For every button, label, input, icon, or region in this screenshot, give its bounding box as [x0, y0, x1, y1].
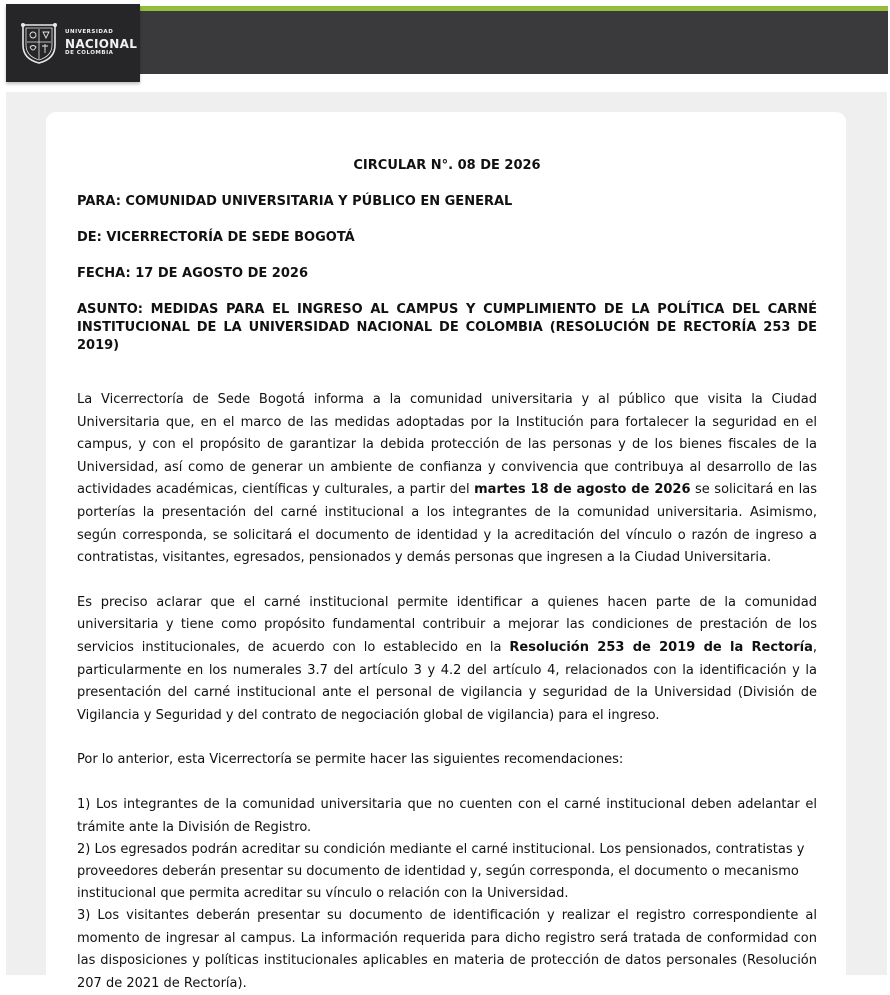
logo-wordmark — [65, 30, 137, 56]
sender-line: DE: VICERRECTORÍA DE SEDE BOGOTÁ — [77, 230, 355, 245]
subject-line: ASUNTO: MEDIDAS PARA EL INGRESO AL CAMPUS Y CUMPLIMIENTO DE LA POLÍTICA DEL CARNÉ INSTITUCIONAL DE LA UNIVERSIDAD NACIONAL DE COLOMBIA (RESOLUCIÓN DE RECTORÍA 253 DE 2019) — [77, 302, 817, 353]
recommendation-1: 1) Los integrantes de la comunidad universitaria que no cuenten con el carné institucional deben adelantar el trámite ante la División de Registro. — [77, 796, 817, 835]
paragraph-carne-text-a: Es preciso aclarar que el carné institucional permite identificar a quienes hacen parte de la comunidad universitaria y tiene como propósito fundamental contribuir a mejorar las condiciones de prestación de los servicios institucionales, de acuerdo con lo establecido en la — [77, 594, 817, 655]
logo-line-1: UNIVERSIDAD — [65, 29, 114, 35]
circular-title: CIRCULAR N°. 08 DE 2026 — [353, 158, 541, 173]
paragraph-intro-text-a: La Vicerrectoría de Sede Bogotá informa a la comunidad universitaria y al público que visita la Ciudad Universitaria que, en el marco de las medidas adoptadas por la Institución para fortalecer la seguridad en el campus, y con el propósito de garantizar la debida protección de las personas y de los bienes fiscales de la Universidad, así como de generar un ambiente de confianza y convivencia que contribuya al desarrollo de las actividades académicas, científicas y culturales, a partir del — [77, 392, 817, 498]
recipient-line: PARA: COMUNIDAD UNIVERSITARIA Y PÚBLICO EN GENERAL — [77, 194, 513, 209]
logo-line-3: DE COLOMBIA — [65, 49, 114, 56]
logo-line-2: NACIONAL — [65, 36, 138, 51]
circular-document — [77, 156, 817, 995]
recommendation-2: 2) Los egresados podrán acreditar su condición mediante el carné institucional. Los pensionados, contratistas y proveedores deberán presentar su documento de identidad y, según corresponda, el documento o mecanismo institucional que permita acreditar su vínculo o relación con la Universidad. — [77, 842, 805, 902]
paragraph-intro-text-b: se solicitará en las porterías la presentación del carné institucional a los integrantes de la comunidad universitaria. Asimismo, según corresponda, se solicitará el documento de identidad y la acreditación del vínculo o razón de ingreso a contratistas, visitantes, egresados, pensionados y demás personas que ingresen a la Ciudad Universitaria. — [77, 482, 817, 566]
recommendation-3: 3) Los visitantes deberán presentar su documento de identificación y realizar el registro correspondiente al momento de ingresar al campus. La información requerida para dicho registro será tratada de conformidad con las disposiciones y políticas institucionales aplicables en materia de protección de datos personales (Resolución 207 de 2021 de Rectoría). — [77, 908, 817, 991]
paragraph-carne — [77, 592, 817, 728]
paragraph-carne-text-b: , particularmente en los numerales 3.7 del artículo 3 y 4.2 del artículo 4, relacionados con la identificación y la presentación del carné institucional ante el personal de vigilancia y seguridad de la Universidad (División de Vigilancia y Seguridad y del contrato de negociación global de vigilancia) para el ingreso. — [77, 639, 817, 723]
university-logo[interactable] — [6, 4, 140, 82]
date-line: FECHA: 17 DE AGOSTO DE 2026 — [77, 266, 308, 281]
paragraph-recommendations-intro: Por lo anterior, esta Vicerrectoría se permite hacer las siguientes recomendaciones: — [77, 752, 624, 768]
paragraph-intro — [77, 389, 817, 570]
university-seal-icon — [19, 21, 59, 65]
paragraph-intro-date: martes 18 de agosto de 2026 — [474, 482, 691, 498]
recommendations-list — [77, 794, 817, 995]
paragraph-carne-resolution: Resolución 253 de 2019 de la Rectoría — [509, 639, 813, 655]
